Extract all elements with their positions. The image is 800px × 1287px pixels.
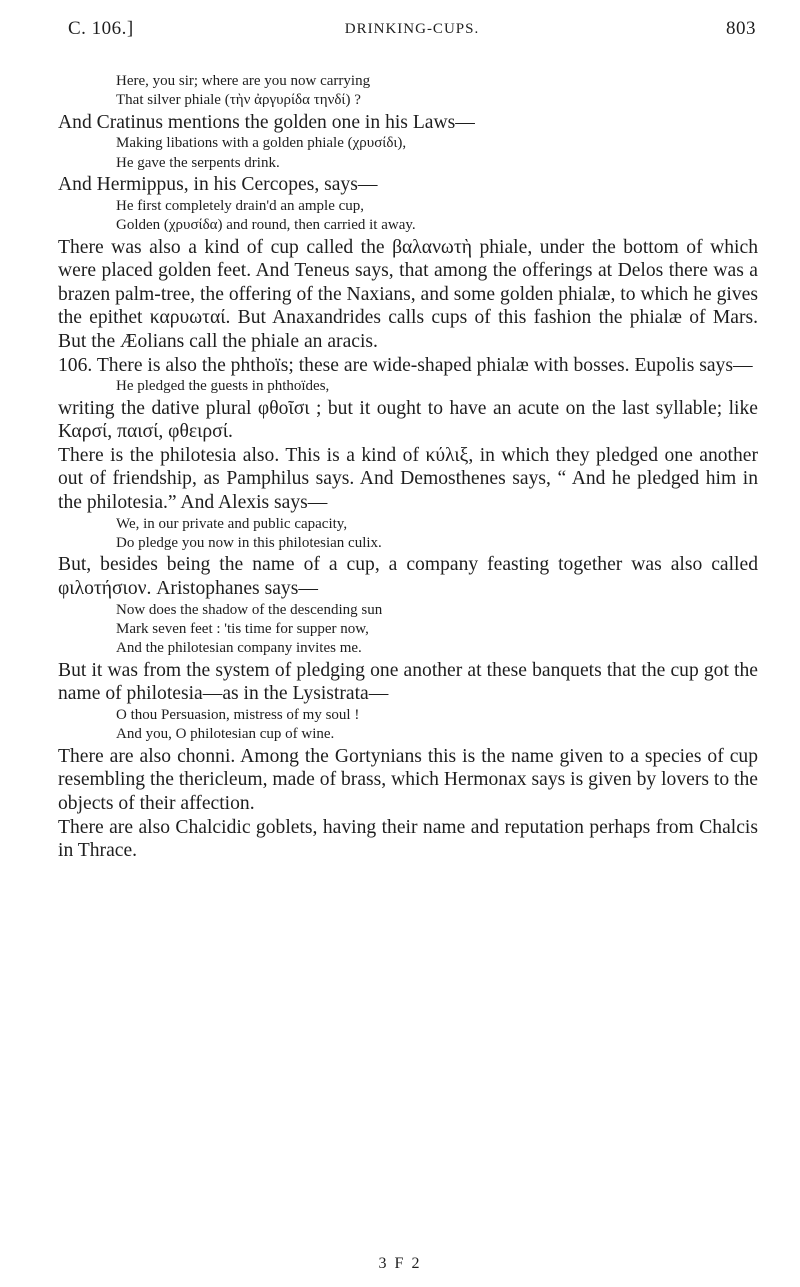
- prose-paragraph: There is the philotesia also. This is a kind of κύλιξ, in which they pledged one another out of friendship, as Pamphilus says. And Demosthenes says, “ And he pledged him in the philotesia.” And Alexis says—: [58, 444, 758, 513]
- verse-line: Do pledge you now in this philotesian culix.: [116, 534, 382, 551]
- verse-quotation: [58, 134, 758, 173]
- verse-line: Here, you sir; where are you now carrying: [116, 73, 371, 89]
- prose-paragraph: And Cratinus mentions the golden one in his Laws—: [58, 111, 475, 133]
- prose-paragraph: writing the dative plural φθοῖσι ; but it ought to have an acute on the last syllable; like Καρσί, παισί, φθειρσί.: [58, 397, 758, 443]
- prose-paragraph: There are also chonni. Among the Gortynians this is the name given to a species of cup resembling the thericleum, made of brass, which Hermonax says is given by lovers to the objects of their affection.: [58, 745, 758, 814]
- prose-paragraph: And Hermippus, in his Cercopes, says—: [58, 174, 378, 196]
- verse-line: Now does the shadow of the descending sun: [116, 601, 383, 618]
- prose-paragraph: There are also Chalcidic goblets, having their name and reputation perhaps from Chalcis in Thrace.: [58, 816, 758, 862]
- body-text: [58, 72, 758, 863]
- chapter-reference: C. 106.]: [68, 18, 134, 39]
- verse-line: And the philotesian company invites me.: [116, 640, 362, 657]
- prose-paragraph: There was also a kind of cup called the βαλανωτὴ phiale, under the bottom of which were placed golden feet. And Teneus says, that among the offerings at Delos there was a brazen palm-tree, the offering of the Naxians, and some golden phialæ, to which he gives the epithet καρυωταί. But Anaxandrides calls cups of this fashion the phialæ of Mars. But the Æolians call the phiale an aracis.: [58, 236, 758, 352]
- prose-paragraph: But, besides being the name of a cup, a company feasting together was also called φιλοτήσιον. Aristophanes says—: [58, 554, 758, 599]
- verse-quotation: [58, 515, 758, 554]
- verse-quotation: [58, 706, 758, 745]
- verse-line: Making libations with a golden phiale (χρυσίδι),: [116, 135, 407, 152]
- running-header: [68, 18, 756, 48]
- verse-line: Golden (χρυσίδα) and round, then carried it away.: [116, 217, 416, 234]
- verse-line: That silver phiale (τὴν ἀργυρίδα τηνδί) ?: [116, 92, 361, 109]
- running-title: DRINKING-CUPS.: [344, 21, 480, 37]
- verse-quotation: [58, 601, 758, 659]
- verse-line: We, in our private and public capacity,: [116, 515, 348, 532]
- prose-paragraph: But it was from the system of pledging one another at these banquets that the cup got the name of philotesia—as in the Lysistrata—: [58, 659, 758, 705]
- prose-paragraph: 106. There is also the phthoïs; these are wide-shaped phialæ with bosses. Eupolis says—: [58, 354, 753, 376]
- verse-quotation: [58, 72, 758, 111]
- verse-line: He first completely drain'd an ample cup,: [116, 197, 365, 214]
- page-number: 803: [726, 18, 756, 39]
- verse-quotation: [58, 197, 758, 236]
- verse-line: Mark seven feet : 'tis time for supper now,: [116, 620, 369, 637]
- verse-line: And you, O philotesian cup of wine.: [116, 726, 335, 743]
- verse-line: He gave the serpents drink.: [116, 154, 280, 171]
- printer-signature: 3 F 2: [378, 1255, 422, 1272]
- verse-line: He pledged the guests in phthoïdes,: [116, 378, 330, 395]
- verse-line: O thou Persuasion, mistress of my soul !: [116, 706, 360, 723]
- verse-quotation: [58, 377, 758, 396]
